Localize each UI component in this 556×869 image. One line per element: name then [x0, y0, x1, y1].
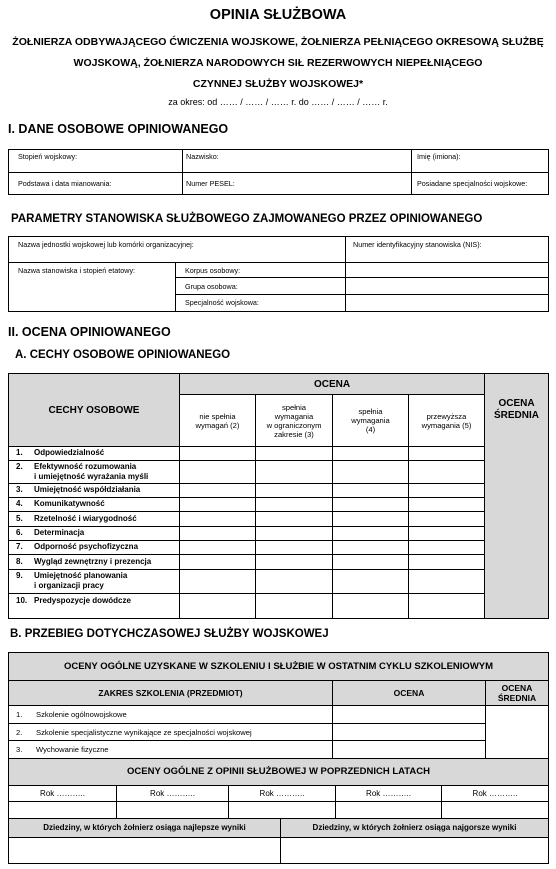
trait-number: 8. — [16, 556, 23, 566]
trait-label-line-2: i organizacji pracy — [34, 580, 104, 590]
trait-grade-cell[interactable] — [409, 526, 484, 540]
trait-grade-cell[interactable] — [256, 569, 332, 593]
year-grade-cell[interactable] — [442, 802, 548, 818]
trait-grade-cell[interactable] — [409, 460, 484, 483]
trait-row — [9, 569, 485, 593]
section-2a-title: A. CECHY OSOBOWE OPINIOWANEGO — [15, 349, 231, 361]
trait-grade-cell[interactable] — [180, 511, 255, 526]
ocena-column-header: OCENA — [313, 378, 351, 390]
trait-number: 2. — [16, 462, 23, 471]
trait-row — [9, 446, 485, 460]
form-subtitle-line-3: CZYNNEJ SŁUŻBY WOJSKOWEJ* — [192, 78, 364, 90]
trait-label-line-1: Wygląd zewnętrzny i prezencja — [34, 556, 152, 566]
trait-grade-cell[interactable] — [180, 569, 255, 593]
year-label: Rok ……….. — [40, 788, 85, 798]
year-grade-cell[interactable] — [117, 802, 228, 818]
form-subtitle-line-1: ŻOŁNIERZA ODBYWAJĄCEGO ĆWICZENIA WOJSKOWE, ŻOŁNIERZA PEŁNIĄCEGO OKRESOWĄ SŁUŻBĘ — [12, 36, 544, 48]
trait-grade-cell[interactable] — [256, 554, 332, 569]
trait-grade-cell[interactable] — [256, 483, 332, 497]
trait-grade-cell[interactable] — [180, 483, 255, 497]
trait-grade-cell[interactable] — [409, 483, 484, 497]
scope-column-header: ZAKRES SZKOLENIA (PRZEDMIOT) — [98, 687, 243, 698]
trait-label-line-1: Odpowiedzialność — [34, 448, 105, 457]
trait-row — [9, 540, 485, 554]
trait-grade-cell[interactable] — [409, 593, 484, 608]
training-header: OCENY OGÓLNE UZYSKANE W SZKOLENIU I SŁUŻBIE W OSTATNIM CYKLU SZKOLENIOWYM — [63, 661, 494, 672]
form-subtitle-line-2: WOJSKOWĄ, ŻOŁNIERZA NARODOWYCH SIŁ REZERWOWYCH NIEPEŁNIĄCEGO — [73, 57, 483, 69]
trait-grade-cell[interactable] — [333, 460, 408, 483]
trait-grade-cell[interactable] — [333, 483, 408, 497]
surname-field-label: Nazwisko: — [186, 152, 219, 161]
average-header-line-2: ŚREDNIA — [493, 410, 539, 421]
trait-label-line-2: i umiejętność wyrażania myśli — [34, 471, 149, 481]
trait-label — [34, 462, 148, 481]
trait-label-line-1: Rzetelność i wiarygodność — [34, 513, 137, 523]
trait-grade-cell[interactable] — [409, 540, 484, 554]
nis-field-label: Numer identyfikacyjny stanowiska (NIS): — [353, 240, 482, 249]
training-average-column-header — [486, 680, 548, 705]
rank-field-label: Stopień wojskowy: — [18, 152, 78, 161]
grade-header-line: zakresie (3) — [274, 429, 314, 439]
trait-number: 10. — [16, 595, 28, 605]
worst-areas-header: Dziedziny, w których żołnierz osiąga najgorsze wyniki — [312, 823, 517, 832]
trait-label — [34, 499, 105, 509]
trait-row — [9, 526, 485, 540]
trait-label — [34, 571, 127, 590]
trait-grade-cell[interactable] — [333, 511, 408, 526]
trait-grade-cell[interactable] — [333, 554, 408, 569]
traits-column-header: CECHY OSOBOWE — [48, 404, 140, 416]
trait-label — [34, 596, 131, 606]
trait-grade-cell[interactable] — [180, 446, 255, 460]
trait-grade-cell[interactable] — [180, 593, 255, 608]
trait-row — [9, 460, 485, 483]
average-column-header — [485, 374, 548, 446]
training-ocena-column-header: OCENA — [393, 687, 425, 698]
trait-grade-cell[interactable] — [256, 511, 332, 526]
trait-grade-cell[interactable] — [409, 569, 484, 593]
training-name: Wychowanie fizyczne — [36, 745, 109, 754]
trait-grade-cell[interactable] — [333, 540, 408, 554]
training-name: Szkolenie specjalistyczne wynikające ze specjalności wojskowej — [36, 727, 252, 737]
training-number: 3. — [16, 745, 23, 754]
trait-grade-cell[interactable] — [409, 511, 484, 526]
trait-label — [34, 528, 84, 538]
trait-number: 7. — [16, 542, 23, 551]
average-header-line-1: OCENA — [498, 398, 535, 409]
training-grade-cell[interactable] — [333, 741, 485, 758]
trait-grade-cell[interactable] — [409, 554, 484, 569]
section-2-title: II. OCENA OPINIOWANEGO — [8, 325, 171, 339]
year-grade-cell[interactable] — [9, 802, 116, 818]
trait-label — [34, 514, 137, 524]
personal-data-table — [8, 149, 549, 195]
first-names-field-label: Imię (imiona): — [417, 152, 461, 161]
trait-row — [9, 483, 485, 497]
trait-label-line-1: Efektywność rozumowania — [34, 462, 137, 471]
period-line: za okres: od …… / …… / …… r. do …… / …… / …… r. — [168, 97, 388, 107]
training-grade-cell[interactable] — [333, 724, 485, 740]
trait-label-line-1: Umiejętność współdziałania — [34, 485, 141, 494]
trait-number: 1. — [16, 448, 23, 457]
grade-header-line: wymagania — [274, 411, 314, 421]
trait-row — [9, 511, 485, 526]
trait-grade-cell[interactable] — [333, 446, 408, 460]
trait-grade-cell[interactable] — [180, 554, 255, 569]
training-average-header-line-1: OCENA — [501, 682, 533, 693]
training-number: 2. — [16, 727, 23, 737]
trait-grade-cell[interactable] — [180, 497, 255, 511]
trait-label-line-1: Umiejętność planowania — [34, 571, 128, 580]
section-2b-title: B. PRZEBIEG DOTYCHCZASOWEJ SŁUŻBY WOJSKOWEJ — [10, 628, 329, 640]
trait-number: 9. — [16, 571, 23, 580]
trait-label — [34, 485, 140, 495]
training-number: 1. — [16, 710, 23, 719]
best-areas-header: Dziedziny, w których żołnierz osiąga najlepsze wyniki — [43, 823, 246, 832]
personal-traits-table — [8, 373, 549, 619]
grade-header-line: wymagania (5) — [421, 420, 472, 430]
trait-grade-cell[interactable] — [256, 497, 332, 511]
pesel-field-label: Numer PESEL: — [186, 179, 235, 188]
specialty-field-label: Specjalność wojskowa: — [185, 298, 259, 307]
grade-header-line: (4) — [365, 425, 376, 434]
grade-column-header — [409, 395, 484, 446]
position-params-table — [8, 236, 549, 312]
trait-number: 6. — [16, 528, 23, 537]
year-label: Rok ……….. — [150, 788, 195, 798]
trait-grade-cell[interactable] — [180, 460, 255, 483]
position-field-label: Nazwa stanowiska i stopień etatowy: — [18, 266, 136, 275]
trait-label-line-1: Odporność psychofizyczna — [34, 542, 139, 551]
trait-label — [34, 542, 138, 552]
training-grade-cell[interactable] — [333, 706, 485, 723]
trait-row — [9, 593, 485, 608]
trait-number: 5. — [16, 513, 23, 523]
trait-label-line-1: Predyspozycje dowódcze — [34, 595, 131, 605]
unit-field-label: Nazwa jednostki wojskowej lub komórki organizacyjnej: — [18, 240, 194, 249]
year-label: Rok ……….. — [472, 788, 518, 798]
year-grade-cell[interactable] — [336, 802, 441, 818]
trait-label — [34, 448, 104, 458]
traits-average-cell[interactable] — [485, 446, 548, 618]
grade-header-line: wymagań (2) — [195, 420, 240, 430]
trait-label — [34, 557, 151, 567]
grade-column-header — [333, 395, 408, 446]
trait-grade-cell[interactable] — [333, 593, 408, 608]
grade-header-line: przewyższa — [426, 411, 467, 421]
grade-column-header — [180, 395, 255, 446]
trait-grade-cell[interactable] — [333, 569, 408, 593]
grade-header-line: nie spełnia — [199, 411, 236, 421]
trait-grade-cell[interactable] — [256, 593, 332, 608]
trait-grade-cell[interactable] — [256, 460, 332, 483]
grade-column-header — [256, 395, 332, 446]
trait-grade-cell[interactable] — [256, 446, 332, 460]
trait-number: 3. — [16, 485, 23, 494]
previous-years-header: OCENY OGÓLNE Z OPINII SŁUŻBOWEJ W POPRZEDNICH LATACH — [127, 766, 430, 777]
trait-label-line-1: Komunikatywność — [34, 499, 105, 508]
form-title: OPINIA SŁUŻBOWA — [209, 7, 347, 23]
group-field-label: Grupa osobowa: — [185, 282, 238, 291]
trait-number: 4. — [16, 499, 23, 508]
corps-field-label: Korpus osobowy: — [185, 266, 241, 275]
grade-header-line: spełnia — [281, 402, 307, 412]
grade-header-line: w ograniczonym — [266, 420, 322, 430]
specialties-field-label: Posiadane specjalności wojskowe: — [417, 179, 528, 188]
year-grade-cell[interactable] — [229, 802, 335, 818]
trait-grade-cell[interactable] — [256, 540, 332, 554]
training-average-header-line-2: ŚREDNIA — [497, 692, 537, 703]
position-params-title: PARAMETRY STANOWISKA SŁUŻBOWEGO ZAJMOWANEGO PRZEZ OPINIOWANEGO — [11, 213, 483, 225]
trait-grade-cell[interactable] — [333, 497, 408, 511]
trait-grade-cell[interactable] — [409, 497, 484, 511]
year-label: Rok ……….. — [259, 788, 305, 798]
basis-field-label: Podstawa i data mianowania: — [18, 179, 112, 188]
section-1-title: I. DANE OSOBOWE OPINIOWANEGO — [8, 122, 229, 136]
trait-grade-cell[interactable] — [180, 540, 255, 554]
trait-row — [9, 497, 485, 511]
trait-row — [9, 554, 485, 569]
trait-grade-cell[interactable] — [180, 526, 255, 540]
trait-grade-cell[interactable] — [333, 526, 408, 540]
training-name: Szkolenie ogólnowojskowe — [36, 710, 127, 719]
service-history-table — [8, 652, 549, 864]
year-label: Rok ……….. — [366, 788, 411, 798]
grade-header-line: wymagania — [351, 416, 390, 425]
trait-grade-cell[interactable] — [256, 526, 332, 540]
trait-grade-cell[interactable] — [409, 446, 484, 460]
trait-label-line-1: Determinacja — [34, 528, 85, 537]
grade-header-line: spełnia — [358, 407, 383, 416]
